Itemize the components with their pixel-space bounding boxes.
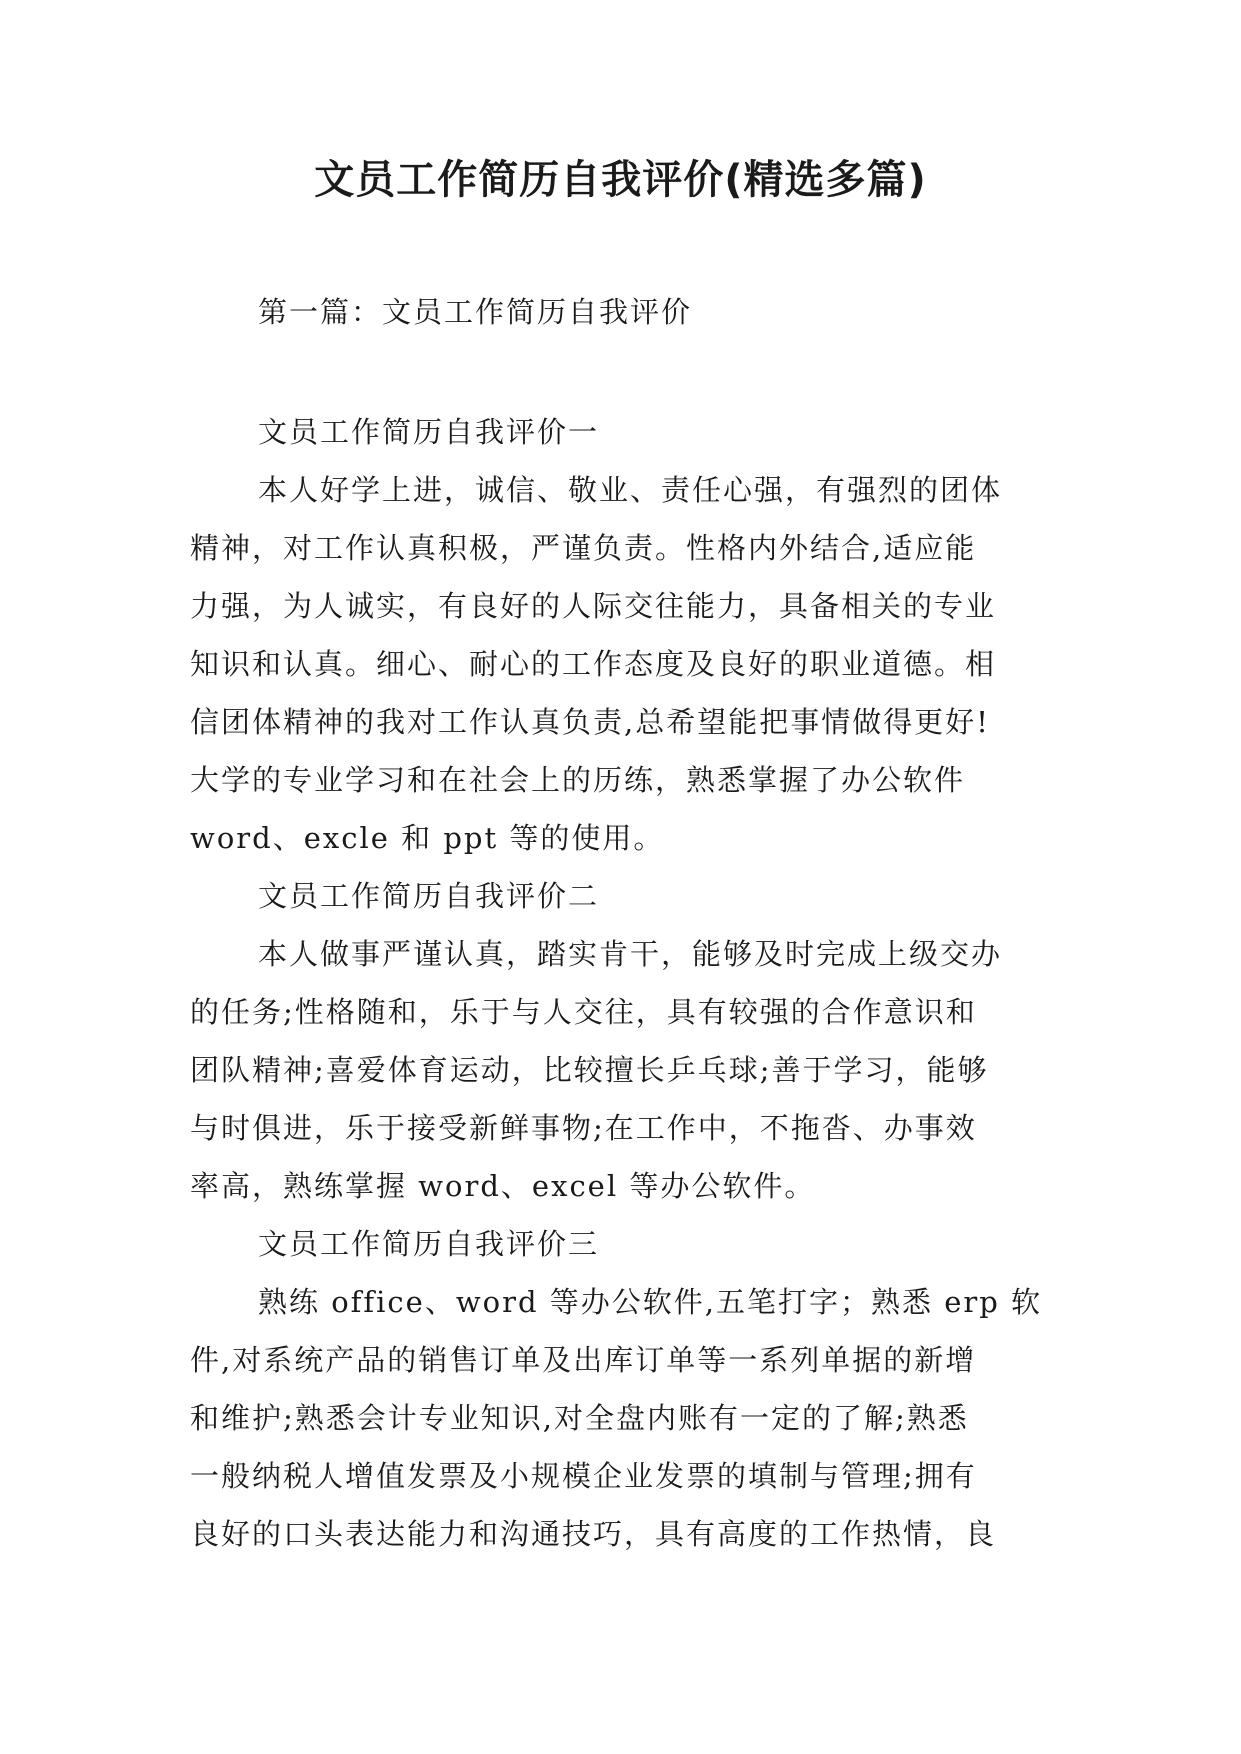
section-1-line-5: 信团体精神的我对工作认真负责,总希望能把事情做得更好!	[190, 705, 990, 739]
section-heading-3: 文员工作简历自我评价三	[258, 1227, 600, 1261]
section-2-line-5: 率高，熟练掌握 word、excel 等办公软件。	[190, 1169, 816, 1203]
document-subtitle: 第一篇：文员工作简历自我评价	[258, 295, 693, 329]
section-1-line-2: 精神，对工作认真积极，严谨负责。性格内外结合,适应能	[190, 531, 977, 565]
document-title: 文员工作简历自我评价(精选多篇)	[314, 157, 927, 203]
section-1-line-1: 本人好学上进，诚信、敬业、责任心强，有强烈的团体	[258, 473, 1003, 507]
section-3-line-1: 熟练 office、word 等办公软件,五笔打字；熟悉 erp 软	[258, 1285, 1042, 1319]
section-1-line-3: 力强，为人诚实，有良好的人际交往能力，具备相关的专业	[190, 589, 997, 623]
section-2-line-1: 本人做事严谨认真，踏实肯干，能够及时完成上级交办	[258, 937, 1003, 971]
section-3-line-3: 和维护;熟悉会计专业知识,对全盘内账有一定的了解;熟悉	[190, 1401, 969, 1435]
section-3-line-2: 件,对系统产品的销售订单及出库订单等一系列单据的新增	[190, 1343, 977, 1377]
section-1-line-6: 大学的专业学习和在社会上的历练，熟悉掌握了办公软件	[190, 763, 966, 797]
section-3-line-4: 一般纳税人增值发票及小规模企业发票的填制与管理;拥有	[190, 1459, 977, 1493]
section-2-line-2: 的任务;性格随和，乐于与人交往，具有较强的合作意识和	[190, 995, 977, 1029]
section-1-line-7: word、excle 和 ppt 等的使用。	[190, 821, 665, 855]
section-1-line-4: 知识和认真。细心、耐心的工作态度及良好的职业道德。相	[190, 647, 997, 681]
document-body	[190, 403, 1052, 1563]
section-2-line-4: 与时俱进，乐于接受新鲜事物;在工作中，不拖沓、办事效	[190, 1111, 977, 1145]
section-3-line-5: 良好的口头表达能力和沟通技巧，具有高度的工作热情，良	[190, 1517, 997, 1551]
section-2-line-3: 团队精神;喜爱体育运动，比较擅长乒乓球;善于学习，能够	[190, 1053, 989, 1087]
section-heading-2: 文员工作简历自我评价二	[258, 879, 600, 913]
section-heading-1: 文员工作简历自我评价一	[258, 415, 600, 449]
